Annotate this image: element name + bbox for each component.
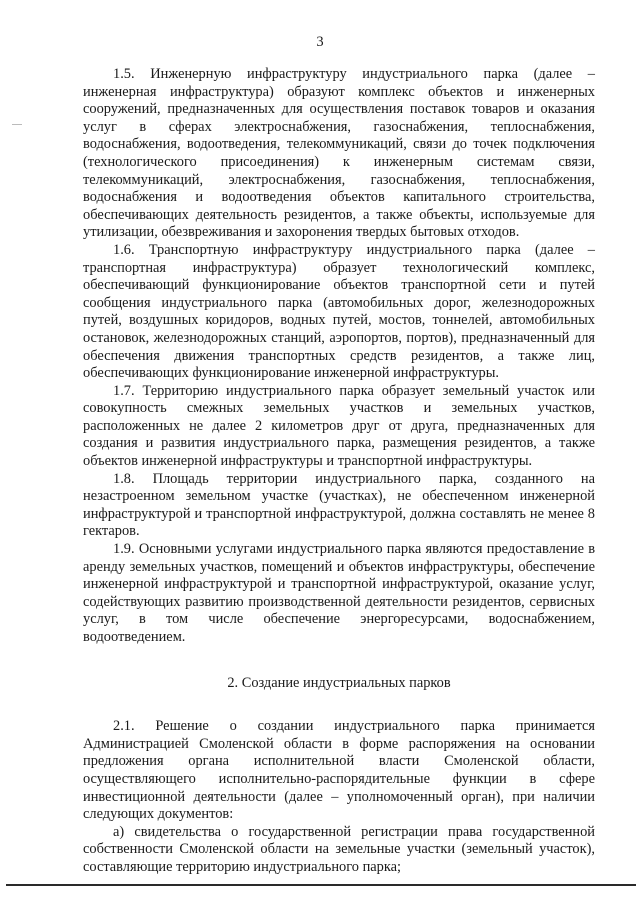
paragraph-1-8: 1.8. Площадь территории индустриального парка, созданного на незастроенном земельном участке (участках), не обеспеченном инженерной инфраструктурой и транспортной инфраструктурой, должна составлять не менее 8 гектаров. bbox=[83, 470, 595, 540]
document-body bbox=[83, 66, 595, 877]
section-2-title: 2. Создание индустриальных парков bbox=[227, 674, 451, 691]
paragraph-1-6: 1.6. Транспортную инфраструктуру индустриального парка (далее – транспортная инфраструктура) образует технологический комплекс, обеспечивающий функционирование объектов транспортной сети и путей сообщения индустриального парка (автомобильных дорог, железнодорожных путей, воздушных коридоров, водных путей, мостов, тоннелей, автомобильных остановок, железнодорожных станций, аэропортов, портов), предназначенный для обеспечения движения транспортных средств резидентов, а также лиц, обеспечивающих функционирование инженерной инфраструктуры. bbox=[83, 241, 595, 382]
paragraph-2-1: 2.1. Решение о создании индустриального парка принимается Администрацией Смоленской области в форме распоряжения на основании предложения органа исполнительной власти Смоленской области, осуществляющего исполнительно-распорядительные функции в сфере инвестиционной деятельности (далее – уполномоченный орган), при наличии следующих документов: bbox=[83, 718, 595, 823]
scan-edge-line bbox=[6, 884, 636, 886]
margin-mark bbox=[12, 124, 22, 125]
paragraph-1-9: 1.9. Основными услугами индустриального парка являются предоставление в аренду земельных участков, помещений и объектов инфраструктуры, обеспечение инженерной инфраструктурой и транспортной инфраструктурой, оказание услуг, содействующих развитию производственной деятельности резидентов, сервисных услуг, в том числе обеспечение энергоресурсами, водоснабжением, водоотведением. bbox=[83, 541, 595, 645]
paragraph-1-5: 1.5. Инженерную инфраструктуру индустриального парка (далее – инженерная инфраструктура) образуют комплекс объектов и инженерных сооружений, предназначенных для осуществления поставок товаров и оказания услуг в сферах электроснабжения, газоснабжения, теплоснабжения, водоснабжения, водоотведения, телекоммуникаций, связи до точек подключения (технологического присоединения) к инженерным системам связи, телекоммуникаций, электроснабжения, газоснабжения, теплоснабжения, водоснабжения и водоотведения объектов капитального строительства, обеспечивающих деятельность резидентов, а также объекты, используемые для утилизации, обезвреживания и захоронения твердых бытовых отходов. bbox=[83, 66, 595, 241]
paragraph-1-7: 1.7. Территорию индустриального парка образует земельный участок или совокупность смежных земельных участков и земельных участков, расположенных не далее 2 километров друг от друга, предназначенных для создания и развития индустриального парка, размещения резидентов, а также объектов инженерной инфраструктуры и транспортной инфраструктуры. bbox=[83, 382, 595, 470]
page-number: 3 bbox=[316, 34, 324, 50]
paragraph-2-1-a: а) свидетельства о государственной регистрации права государственной собственности Смоленской области на земельные участки (земельный участок), составляющие территорию индустриального парка; bbox=[83, 823, 595, 875]
